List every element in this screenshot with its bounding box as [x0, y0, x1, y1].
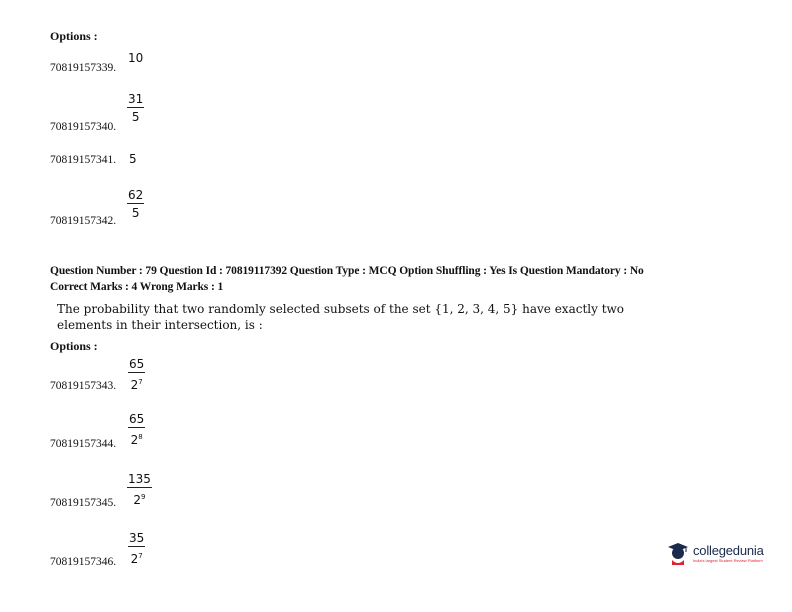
- option-fraction: [128, 532, 145, 566]
- option-id: 70819157346.: [50, 556, 117, 568]
- collegedunia-logo: [666, 538, 764, 568]
- fraction-numerator: 62: [128, 188, 144, 202]
- logo-text: [693, 543, 764, 563]
- denominator-base: 2: [130, 378, 139, 392]
- fraction-numerator: 35: [129, 531, 145, 545]
- options-label: Options :: [50, 339, 98, 353]
- option-id: 70819157343.: [50, 380, 117, 392]
- question-marks: Correct Marks : 4 Wrong Marks : 1: [50, 281, 224, 293]
- denominator-exponent: 7: [138, 378, 143, 386]
- graduate-cap-icon: [666, 538, 690, 568]
- fraction-denominator: 5: [131, 206, 140, 220]
- fraction-denominator: [133, 488, 145, 507]
- option-fraction: [127, 473, 152, 507]
- option-id: 70819157339.: [50, 62, 117, 74]
- option-fraction: [128, 413, 145, 447]
- question-text-line1: The probability that two randomly selected subsets of the set {1, 2, 3, 4, 5} have exactly two: [57, 302, 625, 316]
- option-id: 70819157344.: [50, 438, 117, 450]
- option-id: 70819157340.: [50, 121, 117, 133]
- fraction-numerator: 65: [129, 412, 145, 426]
- fraction-numerator: 135: [128, 472, 151, 486]
- logo-brand: collegedunia: [693, 543, 764, 558]
- option-value: 10: [128, 51, 144, 65]
- fraction-denominator: [131, 373, 143, 392]
- denominator-exponent: 8: [138, 433, 143, 441]
- denominator-base: 2: [133, 493, 142, 507]
- question-header: Question Number : 79 Question Id : 70819117392 Question Type : MCQ Option Shuffling : Yes Is Question Mandatory : No: [50, 265, 644, 277]
- denominator-base: 2: [130, 552, 139, 566]
- question-text-line2: elements in their intersection, is :: [57, 318, 263, 332]
- fraction-denominator: [131, 547, 143, 566]
- fraction-numerator: 65: [129, 357, 145, 371]
- logo-tagline: India's largest Student Review Platform: [693, 558, 763, 563]
- option-fraction: [127, 189, 144, 220]
- denominator-exponent: 9: [141, 493, 146, 501]
- option-fraction: [127, 93, 144, 124]
- option-value: 5: [129, 152, 137, 166]
- option-id: 70819157342.: [50, 215, 117, 227]
- option-id: 70819157345.: [50, 497, 117, 509]
- options-label: Options :: [50, 29, 98, 43]
- denominator-base: 2: [130, 433, 139, 447]
- fraction-denominator: 5: [131, 110, 140, 124]
- fraction-denominator: [131, 428, 143, 447]
- option-fraction: [128, 358, 145, 392]
- option-id: 70819157341.: [50, 154, 117, 166]
- fraction-numerator: 31: [128, 92, 144, 106]
- denominator-exponent: 7: [138, 552, 143, 560]
